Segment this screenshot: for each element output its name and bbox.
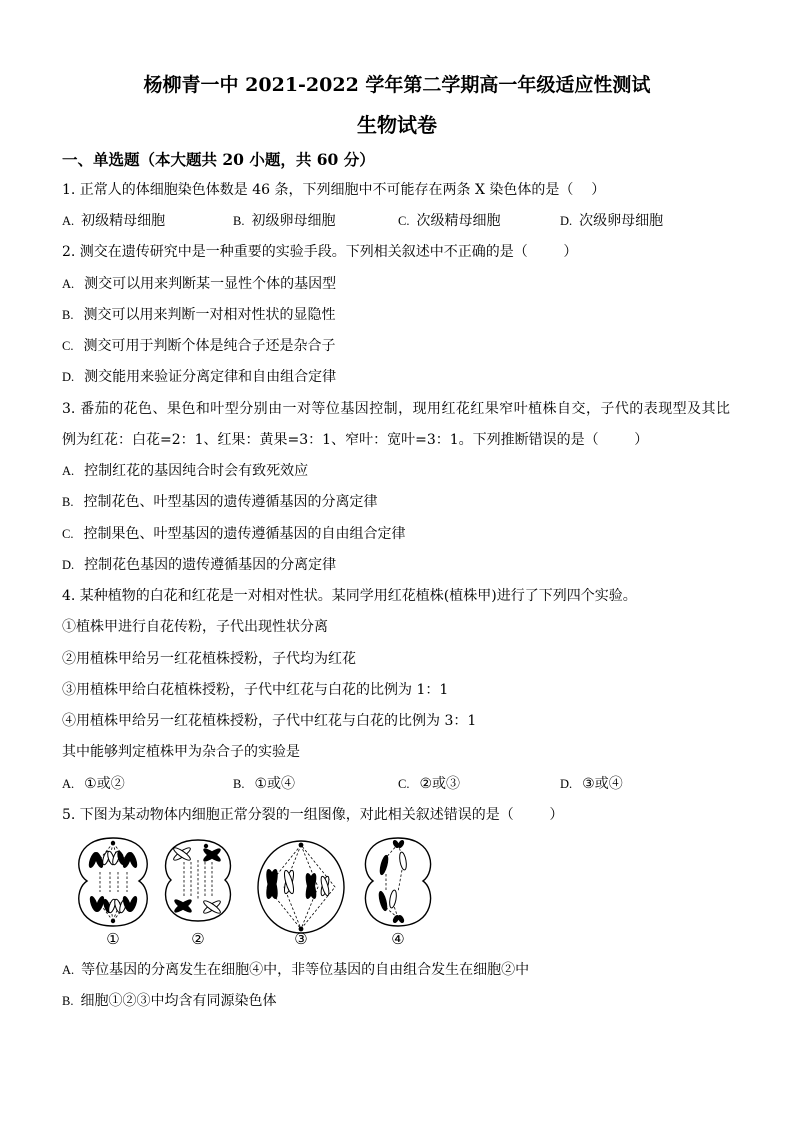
option-label: B. — [62, 994, 74, 1008]
question-4-statement-3: ③用植株甲给白花植株授粉，子代中红花与白花的比例为 1：1 — [62, 682, 449, 698]
centrosome — [111, 919, 115, 923]
cell-membrane — [365, 838, 430, 926]
question-1-option-b — [233, 211, 335, 231]
question-1-option-a — [62, 211, 165, 231]
option-label: B. — [233, 777, 245, 791]
question-4-statement-4: ④用植株甲给另一红花植株授粉，子代中红花与白花的比例为 3：1 — [62, 713, 477, 729]
question-2-stem: 2. 测交在遗传研究中是一种重要的实验手段。下列相关叙述中不正确的是（ ） — [62, 244, 578, 260]
option-text: 初级卵母细胞 — [251, 213, 336, 229]
exam-subtitle: 生物试卷 — [357, 113, 437, 137]
question-5-stem: 5. 下图为某动物体内细胞正常分裂的一组图像，对此相关叙述错误的是（ ） — [62, 807, 564, 823]
figure-label-1: ① — [106, 930, 120, 948]
centrosome — [299, 843, 303, 847]
question-1-stem: 1. 正常人的体细胞染色体数是 46 条，下列细胞中不可能存在两条 X 染色体的是（ ） — [62, 182, 606, 198]
option-label: C. — [62, 527, 74, 541]
question-3-option-b — [62, 492, 377, 512]
option-label: B. — [62, 308, 74, 322]
option-text: 等位基因的分离发生在细胞④中，非等位基因的自由组合发生在细胞②中 — [81, 962, 530, 978]
question-3-stem-line-2: 例为红花：白花=2：1、红果：黄果=3：1、窄叶：宽叶=3：1。下列推断错误的是（ ） — [62, 432, 649, 448]
option-text: 次级精母细胞 — [416, 213, 501, 229]
cell-1-drawing — [79, 838, 147, 926]
option-text: 控制红花的基因纯合时会有致死效应 — [84, 463, 309, 479]
option-text: 控制花色基因的遗传遵循基因的分离定律 — [84, 557, 337, 573]
question-5-option-a — [62, 960, 529, 980]
option-text: 测交能用来验证分离定律和自由组合定律 — [84, 369, 337, 385]
option-label: D. — [62, 370, 75, 384]
centrosome — [204, 844, 208, 848]
figure-label-3: ③ — [294, 930, 308, 948]
question-2-option-d — [62, 367, 336, 387]
option-label: A. — [62, 464, 75, 478]
option-text: 测交可以用来判断某一显性个体的基因型 — [84, 276, 337, 292]
option-label: B. — [62, 495, 74, 509]
question-4-option-b — [233, 774, 295, 794]
exam-title: 杨柳青一中 2021-2022 学年第二学期高一年级适应性测试 — [143, 74, 651, 96]
option-label: D. — [62, 558, 75, 572]
option-label: A. — [62, 777, 75, 791]
question-4-option-d — [560, 774, 623, 794]
option-text: ①或④ — [254, 776, 296, 792]
centrosome — [111, 841, 115, 845]
question-4-statement-2: ②用植株甲给另一红花植株授粉，子代均为红花 — [62, 651, 356, 667]
option-label: C. — [398, 214, 410, 228]
option-text: ③或④ — [582, 776, 623, 792]
option-label: C. — [62, 339, 74, 353]
question-3-option-d — [62, 555, 336, 575]
question-3-option-c — [62, 524, 405, 544]
question-3-stem-line-1: 3. 番茄的花色、果色和叶型分别由一对等位基因控制，现用红花红果窄叶植株自交，子代的表现型及其比 — [62, 401, 730, 417]
question-1-option-d — [560, 211, 663, 231]
option-text: 测交可用于判断个体是纯合子还是杂合子 — [83, 338, 336, 354]
figure-label-4: ④ — [391, 930, 405, 948]
cell-2-drawing — [166, 840, 231, 921]
question-5-option-b — [62, 991, 276, 1011]
question-2-option-b — [62, 305, 335, 325]
question-4-stem: 4. 某种植物的白花和红花是一对相对性状。某同学用红花植株(植株甲)进行了下列四个实验。 — [62, 588, 637, 604]
figure-label-2: ② — [191, 930, 205, 948]
option-label: A. — [62, 277, 75, 291]
option-text: 控制果色、叶型基因的遗传遵循基因的自由组合定律 — [83, 526, 406, 542]
cell-division-figure — [60, 830, 450, 948]
option-label: C. — [398, 777, 410, 791]
question-4-prompt: 其中能够判定植株甲为杂合子的实验是 — [62, 744, 300, 760]
question-1-option-c — [398, 211, 500, 231]
cell-3-drawing — [258, 841, 344, 933]
option-text: 初级精母细胞 — [81, 213, 166, 229]
option-text: 细胞①②③中均含有同源染色体 — [80, 993, 277, 1009]
option-text: 控制花色、叶型基因的遗传遵循基因的分离定律 — [83, 494, 378, 510]
option-text: 次级卵母细胞 — [579, 213, 664, 229]
option-label: B. — [233, 214, 245, 228]
question-2-option-a — [62, 274, 336, 294]
question-3-option-a — [62, 461, 308, 481]
question-4-option-c — [398, 774, 460, 794]
question-4-option-a — [62, 774, 125, 794]
option-text: ②或③ — [419, 776, 461, 792]
section-heading: 一、单选题（本大题共 20 小题，共 60 分） — [62, 150, 375, 169]
option-label: D. — [560, 777, 573, 791]
cell-membrane — [79, 838, 147, 926]
question-4-statement-1: ①植株甲进行自花传粉，子代出现性状分离 — [62, 619, 328, 635]
question-2-option-c — [62, 336, 335, 356]
option-text: ①或② — [84, 776, 125, 792]
option-label: A. — [62, 214, 75, 228]
option-text: 测交可以用来判断一对相对性状的显隐性 — [83, 307, 336, 323]
option-label: A. — [62, 963, 75, 977]
option-label: D. — [560, 214, 573, 228]
cell-4-drawing — [365, 838, 430, 926]
